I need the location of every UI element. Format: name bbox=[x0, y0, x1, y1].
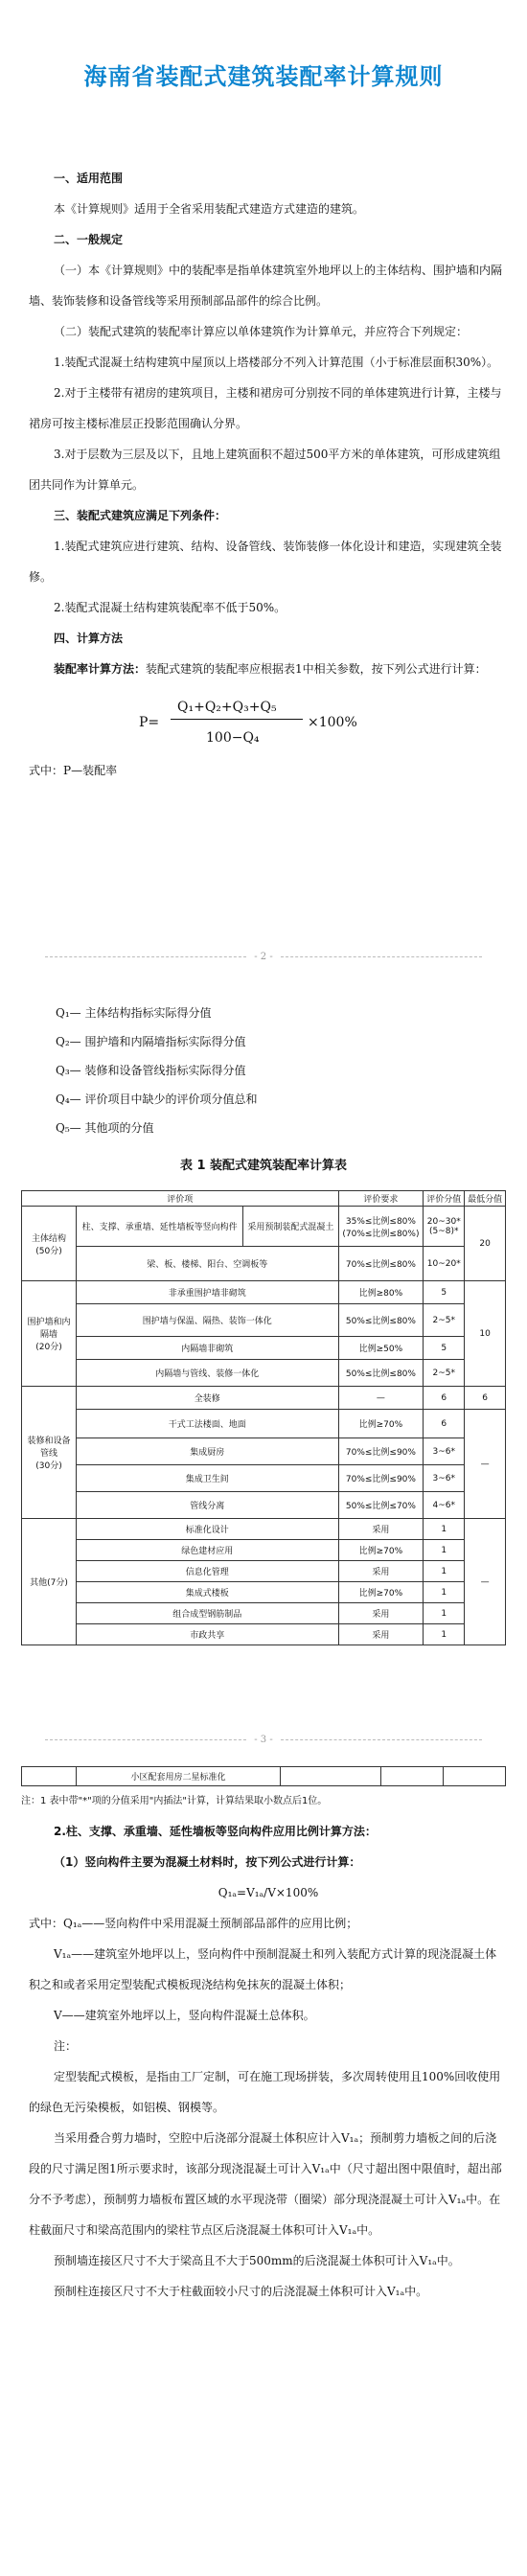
formula-lhs: P= bbox=[139, 715, 160, 730]
table-cell: 70%≤比例≤90% bbox=[338, 1438, 424, 1465]
table-cell: 10 bbox=[465, 1281, 506, 1387]
table-continuation bbox=[21, 1766, 506, 1786]
table-cell: — bbox=[465, 1410, 506, 1519]
paragraph: 预制墙连接区尺寸不大于梁高且不大于500mm的后浇混凝土体积可计入V₁ₐ中。 bbox=[54, 2254, 460, 2267]
table-cell: 内隔墙与管线、装修一体化 bbox=[77, 1360, 339, 1387]
fraction-line bbox=[171, 719, 303, 720]
q-item: Q₅— 其他项的分值 bbox=[56, 1121, 154, 1135]
q-item: Q₃— 装修和设备管线指标实际得分值 bbox=[56, 1064, 246, 1077]
paragraph: （一）本《计算规则》中的装配率是指单体建筑室外地坪以上的主体结构、围护墙和内隔墙、装饰装修和设备管线等采用预制部品部件的综合比例。 bbox=[29, 264, 503, 308]
paragraph: 2.装配式混凝土结构建筑装配率不低于50%。 bbox=[54, 601, 286, 614]
group-cell: 主体结构 (50分) bbox=[22, 1207, 77, 1281]
table-cell bbox=[281, 1767, 381, 1786]
document-body bbox=[29, 163, 508, 786]
section-heading: 2.柱、支撑、承重墙、延性墙板等竖向构件应用比例计算方法： bbox=[54, 1825, 377, 1838]
table-cell: 采用 bbox=[338, 1624, 424, 1645]
group-cell: 其他(7分) bbox=[22, 1519, 77, 1645]
table-cell: 1 bbox=[424, 1582, 465, 1603]
table-cell: 组合成型钢筋制品 bbox=[77, 1603, 339, 1624]
table-cell: 比例≥80% bbox=[338, 1281, 424, 1304]
group-cell: 围护墙和内隔墙 (20分) bbox=[22, 1281, 77, 1387]
document-body-2 bbox=[29, 1816, 508, 2307]
table-cell: 2~5* bbox=[424, 1360, 465, 1387]
formula: Q₁ₐ=V₁ₐ/V×100% bbox=[218, 1886, 319, 1899]
paragraph: 1.装配式混凝土结构建筑中屋顶以上塔楼部分不列入计算范围（小于标准层面积30%）。 bbox=[54, 356, 499, 369]
group-cell: 装修和设备管线 (30分) bbox=[22, 1387, 77, 1519]
table-cell: 3~6* bbox=[424, 1465, 465, 1492]
paragraph: 1.装配式建筑应进行建筑、结构、设备管线、装饰装修一体化设计和建造，实现建筑全装修。 bbox=[29, 540, 502, 584]
table-caption: 表 1 装配式建筑装配率计算表 bbox=[179, 1159, 348, 1173]
table-cell: 1 bbox=[424, 1519, 465, 1540]
table-cell: 集成卫生间 bbox=[77, 1465, 339, 1492]
table-cell: 标准化设计 bbox=[77, 1519, 339, 1540]
paragraph-text: 装配式建筑的装配率应根据表1中相关参数，按下列公式进行计算： bbox=[146, 662, 487, 676]
page-number: - 2 - bbox=[29, 952, 498, 962]
table-cell: 20~30* (5~8)* bbox=[424, 1207, 465, 1247]
table-cell: 5 bbox=[424, 1337, 465, 1360]
table-cell: 采用预制装配式混凝土 bbox=[243, 1207, 338, 1247]
paragraph: 本《计算规则》适用于全省采用装配式建造方式建造的建筑。 bbox=[54, 202, 365, 216]
page-title: 海南省装配式建筑装配率计算规则 bbox=[83, 63, 444, 90]
table-cell: 10~20* bbox=[424, 1247, 465, 1281]
section-heading: 一、适用范围 bbox=[54, 172, 124, 185]
table-cell: — bbox=[338, 1387, 424, 1410]
table-cell: 绿色建材应用 bbox=[77, 1540, 339, 1561]
table-cell: 管线分离 bbox=[77, 1492, 339, 1519]
table-cell: — bbox=[465, 1519, 506, 1645]
table-header: 评价要求 bbox=[338, 1191, 424, 1207]
table-cell: 20 bbox=[465, 1207, 506, 1281]
formula-denominator: 100−Q₄ bbox=[206, 730, 260, 746]
table-cell: 梁、板、楼梯、阳台、空调板等 bbox=[77, 1247, 339, 1281]
table-cell: 小区配套用房二星标准化 bbox=[77, 1767, 281, 1786]
paragraph: 注： bbox=[54, 2039, 78, 2053]
paragraph: 预制柱连接区尺寸不大于柱截面较小尺寸的后浇混凝土体积可计入V₁ₐ中。 bbox=[54, 2285, 428, 2298]
table-cell: 3~6* bbox=[424, 1438, 465, 1465]
table-cell: 采用 bbox=[338, 1603, 424, 1624]
table-header: 评价项 bbox=[22, 1191, 339, 1207]
table-note: 注：1 表中带"*"项的分值采用"内插法"计算，计算结果取小数点后1位。 bbox=[21, 1796, 328, 1806]
table-cell: 市政共享 bbox=[77, 1624, 339, 1645]
formula-numerator: Q₁+Q₂+Q₃+Q₅ bbox=[177, 700, 277, 715]
table-cell bbox=[381, 1767, 444, 1786]
table-cell: 比例≥70% bbox=[338, 1410, 424, 1438]
table-cell: 集成厨房 bbox=[77, 1438, 339, 1465]
page-number: - 3 - bbox=[29, 1735, 498, 1745]
paragraph: 式中：Q₁ₐ——竖向构件中采用混凝土预制部品部件的应用比例； bbox=[29, 1917, 358, 1930]
table-cell: 采用 bbox=[338, 1519, 424, 1540]
paragraph: 3.对于层数为三层及以下，且地上建筑面积不超过500平方米的单体建筑，可形成建筑组团共同作为计算单元。 bbox=[29, 448, 501, 492]
section-heading: 二、一般规定 bbox=[54, 233, 124, 246]
table-cell: 1 bbox=[424, 1603, 465, 1624]
table-cell: 2~5* bbox=[424, 1304, 465, 1337]
paragraph: V₁ₐ——建筑室外地坪以上，竖向构件中预制混凝土和列入装配方式计算的现浇混凝土体积之和或者采用定型装配式模板现浇结构免抹灰的混凝土体积； bbox=[29, 1947, 497, 1991]
paragraph: 定型装配式模板，是指由工厂定制，可在施工现场拼装，多次周转使用且100%回收使用的绿色无污染模板，如铝模、钢模等。 bbox=[29, 2070, 501, 2114]
table-cell bbox=[22, 1767, 77, 1786]
table-cell: 比例≥70% bbox=[338, 1582, 424, 1603]
table-cell: 柱、支撑、承重墙、延性墙板等竖向构件 bbox=[77, 1207, 243, 1247]
table-cell: 集成式楼板 bbox=[77, 1582, 339, 1603]
table-cell: 35%≤比例≤80% (70%≤比例≤80%) bbox=[338, 1207, 424, 1247]
table-cell: 1 bbox=[424, 1561, 465, 1582]
lead-text: 装配率计算方法： bbox=[54, 662, 147, 676]
table-cell bbox=[444, 1767, 506, 1786]
q-item: Q₂— 围护墙和内隔墙指标实际得分值 bbox=[56, 1035, 246, 1048]
section-heading: 三、装配式建筑应满足下列条件： bbox=[54, 509, 227, 522]
section-heading: （1）竖向构件主要为混凝土材料时，按下列公式进行计算： bbox=[54, 1855, 361, 1869]
paragraph: V——建筑室外地坪以上，竖向构件混凝土总体积。 bbox=[54, 2009, 315, 2022]
table-cell: 50%≤比例≤70% bbox=[338, 1492, 424, 1519]
paragraph: 2.对于主楼带有裙房的建筑项目，主楼和裙房可分别按不同的单体建筑进行计算，主楼与裙房可按主楼标准层正投影范围确认分界。 bbox=[29, 386, 502, 430]
formula-suffix: ×100% bbox=[308, 715, 357, 730]
table-cell: 采用 bbox=[338, 1561, 424, 1582]
formula bbox=[139, 684, 508, 755]
table-cell: 干式工法楼面、地面 bbox=[77, 1410, 339, 1438]
table-cell: 内隔墙非砌筑 bbox=[77, 1337, 339, 1360]
table-cell: 6 bbox=[424, 1410, 465, 1438]
table-cell: 4~6* bbox=[424, 1492, 465, 1519]
table-cell: 70%≤比例≤80% bbox=[338, 1247, 424, 1281]
paragraph: 当采用叠合剪力墙时，空腔中后浇部分混凝土体积应计入V₁ₐ；预制剪力墙板之间的后浇段的尺寸满足图1所示要求时，该部分现浇混凝土可计入V₁ₐ中（尺寸超出图中限值时，超出部分不予考虑），预制剪力墙板布置区域的水平现浇带（圈梁）部分现浇混凝土可计入V₁ₐ中。在柱截面尺寸和梁高范围内的梁柱节点区后浇混凝土体积可计入V₁ₐ中。 bbox=[29, 2131, 502, 2237]
paragraph: 式中：P—装配率 bbox=[29, 764, 118, 777]
table-cell: 6 bbox=[424, 1387, 465, 1410]
table-cell: 5 bbox=[424, 1281, 465, 1304]
table-cell: 50%≤比例≤80% bbox=[338, 1360, 424, 1387]
table-cell: 1 bbox=[424, 1624, 465, 1645]
table-cell: 比例≥50% bbox=[338, 1337, 424, 1360]
q-item: Q₄— 评价项目中缺少的评价项分值总和 bbox=[56, 1092, 258, 1106]
table-header: 最低分值 bbox=[465, 1191, 506, 1207]
q-item: Q₁— 主体结构指标实际得分值 bbox=[56, 1006, 212, 1020]
table-cell: 70%≤比例≤90% bbox=[338, 1465, 424, 1492]
table-cell: 比例≥70% bbox=[338, 1540, 424, 1561]
section-heading: 四、计算方法 bbox=[54, 632, 124, 645]
table-header: 评价分值 bbox=[424, 1191, 465, 1207]
paragraph bbox=[29, 654, 508, 684]
assembly-rate-table bbox=[21, 1190, 506, 1645]
table-cell: 信息化管理 bbox=[77, 1561, 339, 1582]
table-cell: 非承重围护墙非砌筑 bbox=[77, 1281, 339, 1304]
paragraph: （二）装配式建筑的装配率计算应以单体建筑作为计算单元，并应符合下列规定： bbox=[54, 325, 469, 338]
table-cell: 全装修 bbox=[77, 1387, 339, 1410]
table-cell: 50%≤比例≤80% bbox=[338, 1304, 424, 1337]
table-cell: 1 bbox=[424, 1540, 465, 1561]
table-cell: 6 bbox=[465, 1387, 506, 1410]
table-cell: 围护墙与保温、隔热、装饰一体化 bbox=[77, 1304, 339, 1337]
